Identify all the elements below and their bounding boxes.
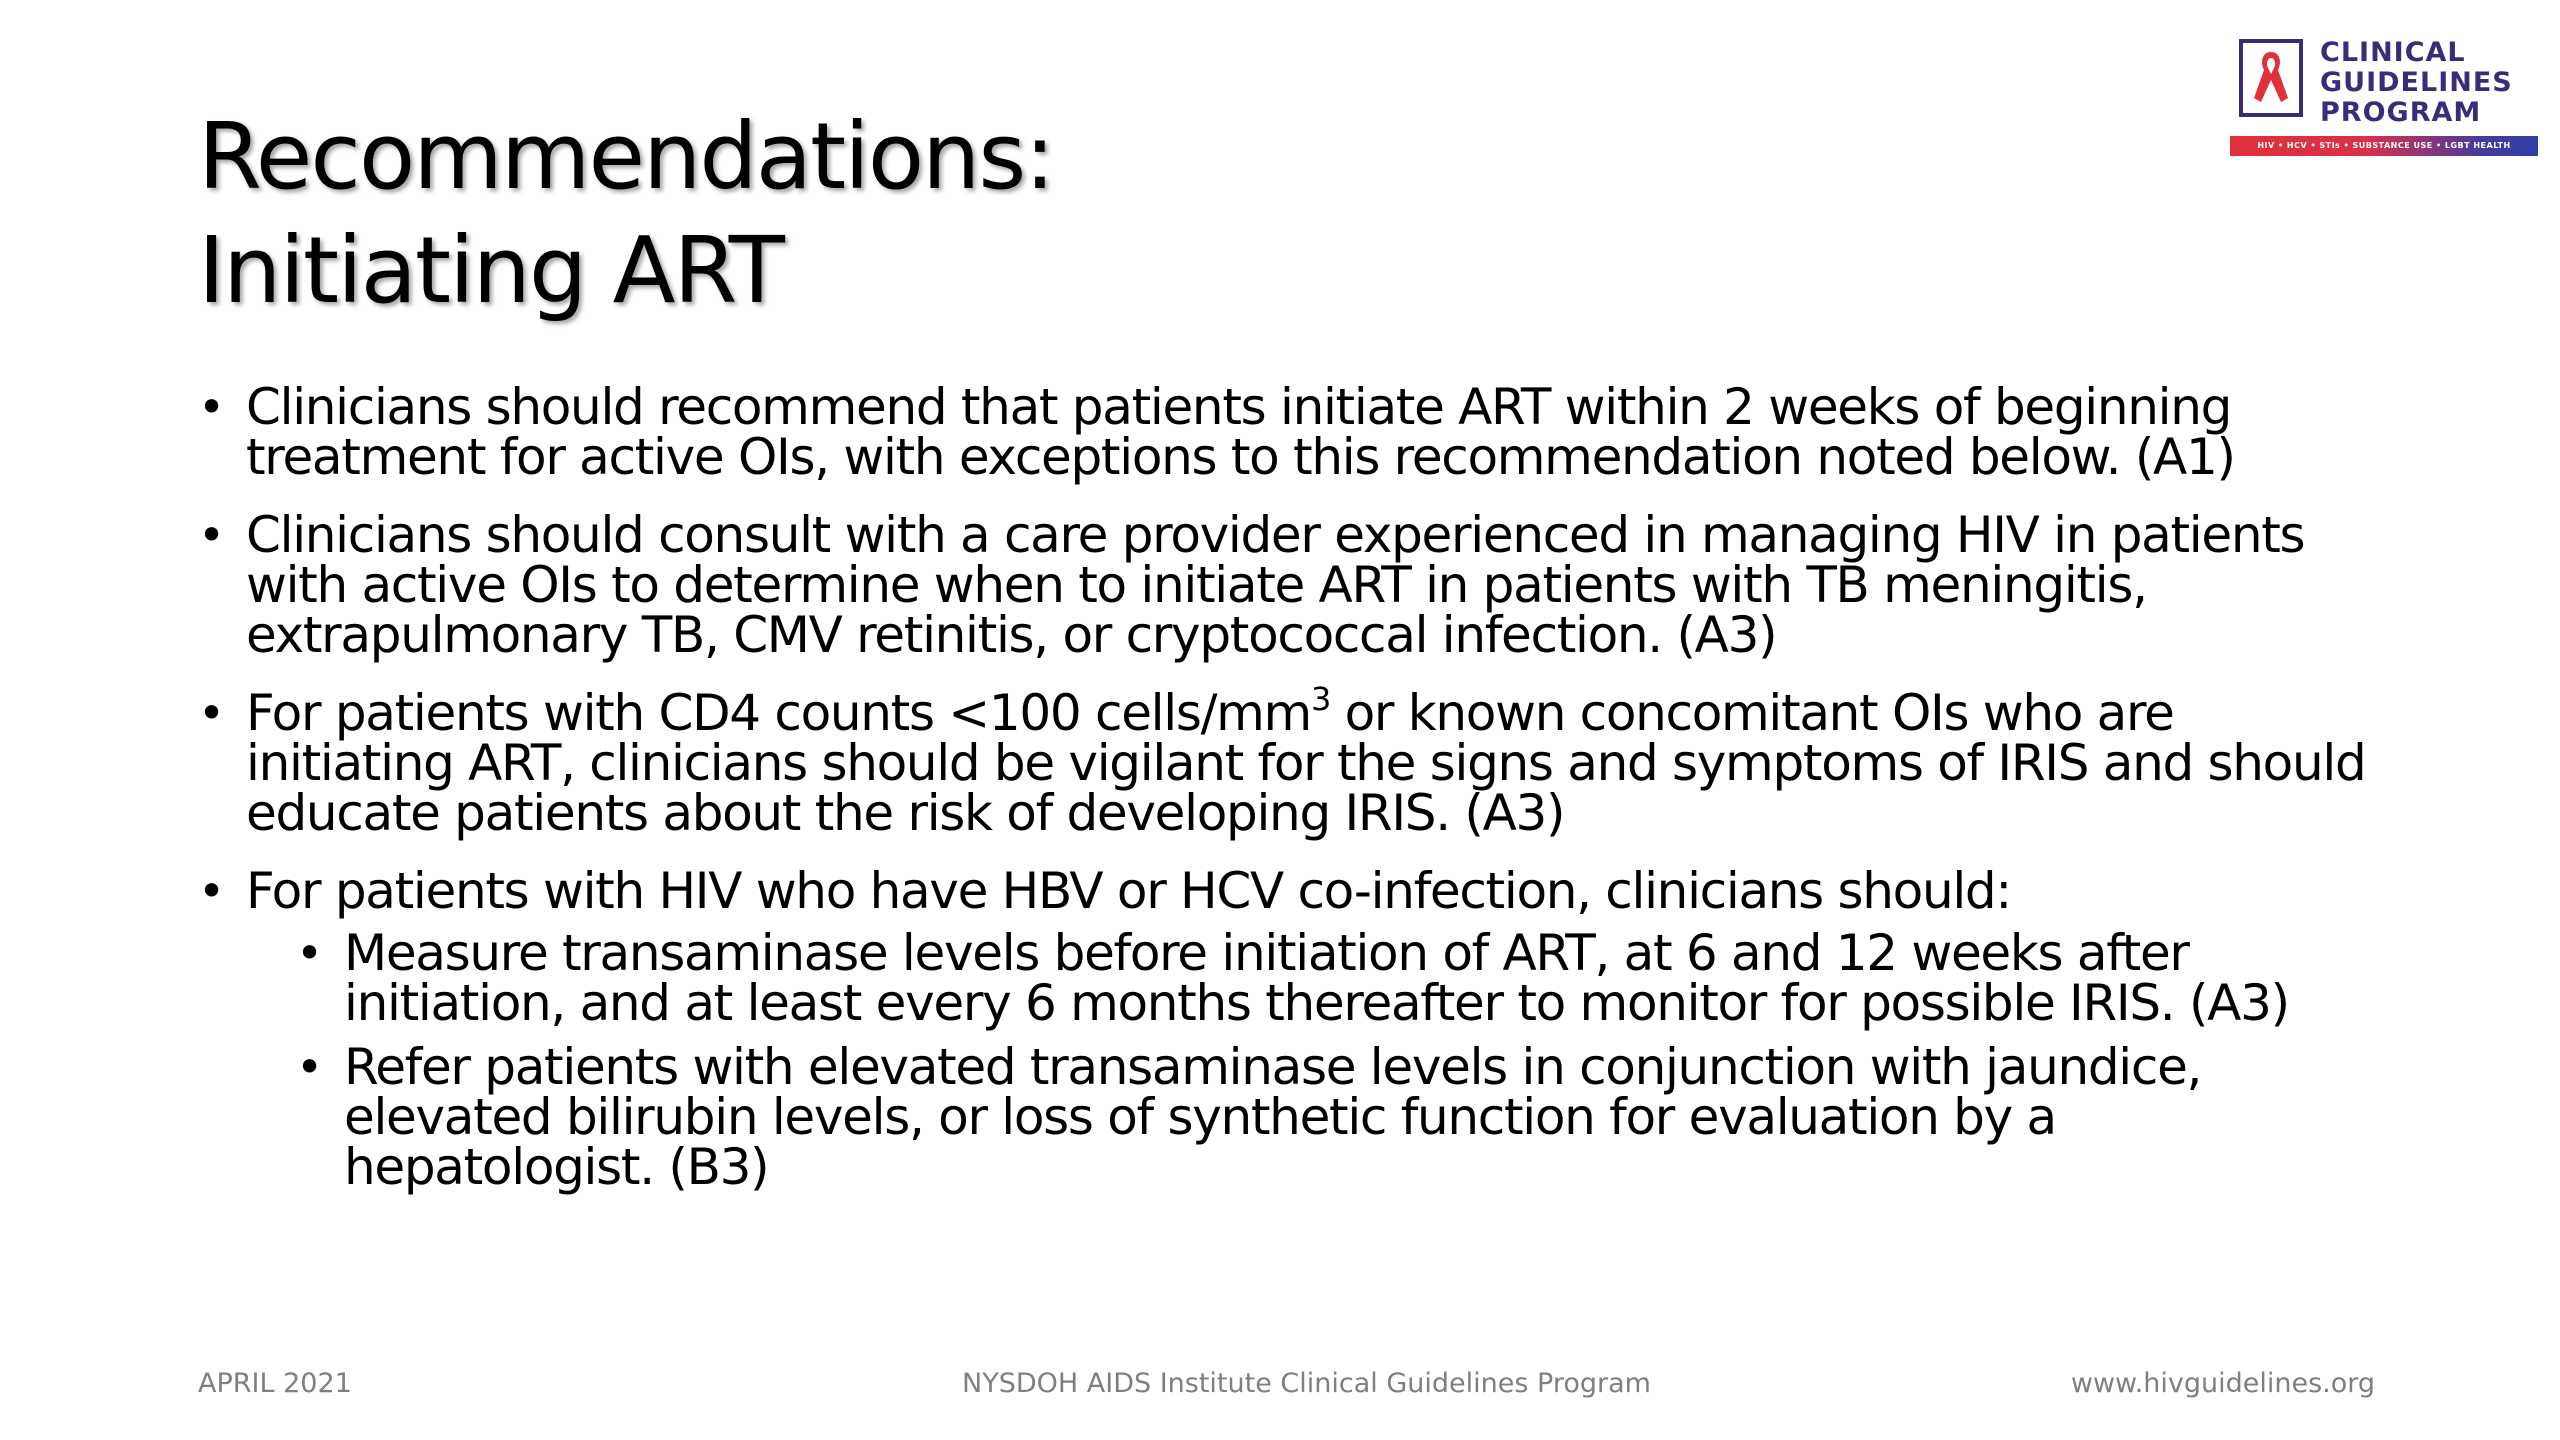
title-line-1: Recommendations: (198, 103, 1054, 210)
clinical-guidelines-program-logo (2238, 38, 2550, 166)
logo-wordmark (2320, 38, 2513, 128)
red-ribbon-icon (2238, 38, 2304, 118)
bullet-4-line-1: • For patients with HIV who have HBV or HCV co-infection, clinicians should: (246, 862, 2011, 920)
bullet-2-line-3: extrapulmonary TB, CMV retinitis, or cryptococcal infection. (A3) (246, 606, 1777, 664)
bullet-3-line-1 (246, 680, 2398, 742)
bullet-3-line-1-end: or known concomitant OIs who are (1330, 684, 2174, 742)
logo-line-2: GUIDELINES (2320, 67, 2513, 98)
logo-tagline: HIV • HCV • STIs • SUBSTANCE USE • LGBT HEALTH (2230, 136, 2538, 156)
list-item (198, 680, 2398, 842)
sub-bullet-2-line-1: • Refer patients with elevated transaminase levels in conjunction with jaundice, (344, 1038, 2202, 1096)
list-item (198, 506, 2398, 664)
bullet-1-line-2: treatment for active OIs, with exceptions to this recommendation noted below. (A1) (246, 428, 2235, 486)
sub-bullet-1-line-2: initiation, and at least every 6 months thereafter to monitor for possible IRIS. (A3) (344, 974, 2289, 1032)
bullet-2-line-2: with active OIs to determine when to initiate ART in patients with TB meningitis, (246, 556, 2147, 614)
list-item (198, 862, 2398, 1196)
footer-url: www.hivguidelines.org (2070, 1368, 2375, 1399)
sub-list-item (296, 1038, 2398, 1196)
slide-title (198, 100, 1053, 328)
bullet-3-line-1-start: For patients with CD4 counts <100 cells/mm (246, 684, 1311, 742)
logo-line-1: CLINICAL (2320, 37, 2466, 68)
title-line-2: Initiating ART (198, 217, 783, 324)
sub-bullet-2-line-2: elevated bilirubin levels, or loss of synthetic function for evaluation by a (344, 1088, 2056, 1146)
footer-program: NYSDOH AIDS Institute Clinical Guidelines Program (962, 1368, 1651, 1399)
bullet-1-line-1: • Clinicians should recommend that patients initiate ART within 2 weeks of beginning (246, 378, 2232, 436)
sub-list-item (296, 924, 2398, 1032)
sub-bullet-1-line-1: • Measure transaminase levels before initiation of ART, at 6 and 12 weeks after (344, 924, 2189, 982)
footer-date: APRIL 2021 (198, 1368, 352, 1399)
list-item (198, 378, 2398, 486)
logo-line-3: PROGRAM (2320, 97, 2482, 128)
bullet-3-line-3: educate patients about the risk of developing IRIS. (A3) (246, 784, 1565, 842)
bullet-3-line-2: initiating ART, clinicians should be vigilant for the signs and symptoms of IRIS and should (246, 734, 2366, 792)
bullet-2-line-1: • Clinicians should consult with a care provider experienced in managing HIV in patients (246, 506, 2305, 564)
sub-list (246, 924, 2398, 1196)
sub-bullet-2-line-3: hepatologist. (B3) (344, 1138, 769, 1196)
superscript: 3 (1310, 680, 1331, 718)
recommendation-list (198, 378, 2398, 1220)
